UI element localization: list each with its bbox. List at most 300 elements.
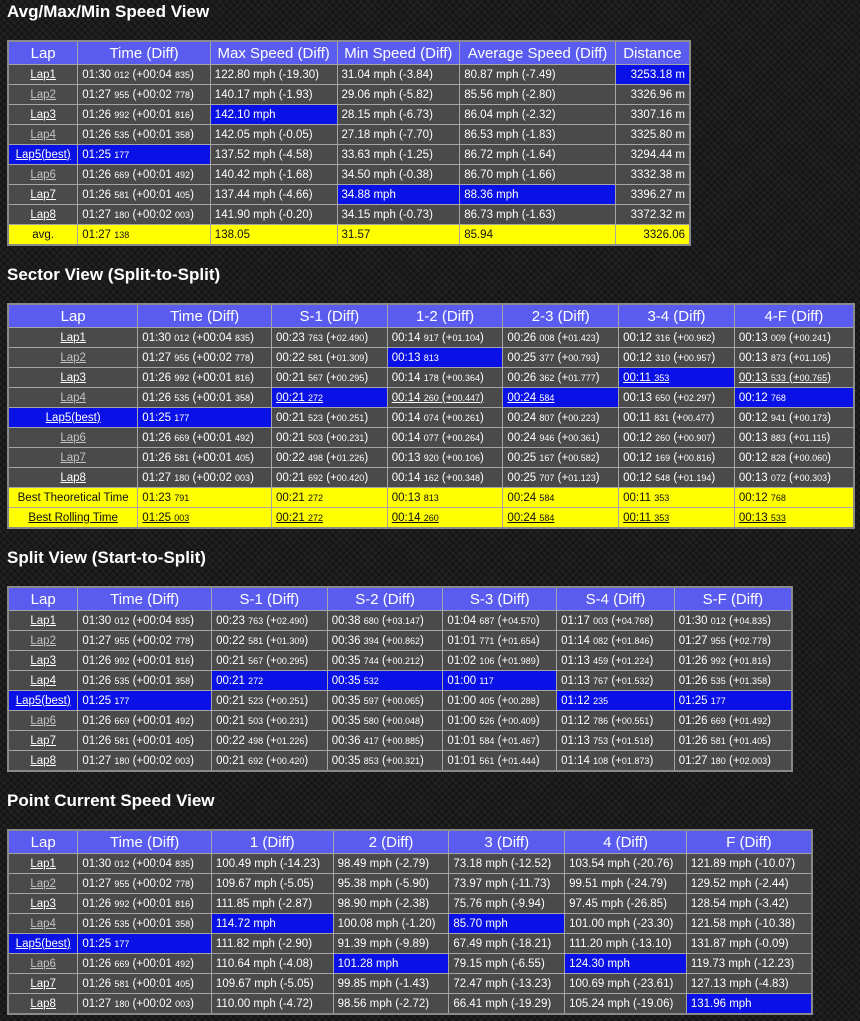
sector-col-4-f-diff: 4-F (Diff)	[734, 304, 854, 328]
sector-cell-c2: 00:14 260 (+00.447)	[387, 388, 503, 408]
point-cell-c1: 110.64 mph (-4.08)	[211, 954, 333, 974]
sector-cell-c5: 00:13 883 (+01.115)	[734, 428, 854, 448]
sector-cell-c4: 00:12 548 (+01.194)	[619, 468, 735, 488]
sector-cell-c4: 00:12 316 (+00.962)	[619, 328, 735, 348]
split-cell-c3: 01:01 561 (+01.444)	[443, 751, 557, 772]
lap-link-lap1[interactable]: Lap1	[30, 614, 56, 627]
sector-cell-c2: 00:13 813	[387, 348, 503, 368]
speed-lap-cell	[8, 205, 78, 225]
point-cell-c4: 100.69 mph (-23.61)	[565, 974, 687, 994]
sector-col-2-3-diff: 2-3 (Diff)	[503, 304, 619, 328]
lap-link-lap8[interactable]: Lap8	[30, 997, 56, 1010]
split-col-s-2-diff: S-2 (Diff)	[327, 587, 443, 611]
sector-lap-cell	[8, 368, 138, 388]
split-col-time-diff: Time (Diff)	[78, 587, 212, 611]
sector-header-row	[8, 304, 854, 328]
split-cell-time: 01:27 180 (+00:02 003)	[78, 751, 212, 772]
split-cell-c3: 01:04 687 (+04.570)	[443, 611, 557, 631]
point-lap-cell	[8, 914, 78, 934]
sector-cell-c3: 00:25 377 (+00.793)	[503, 348, 619, 368]
sector-cell-time: 01:25 003	[138, 508, 272, 529]
speed-cell-min: 28.15 mph (-6.73)	[337, 105, 460, 125]
speed-cell-dist: 3294.44 m	[615, 145, 690, 165]
lap-link-lap5-best[interactable]: Lap5(best)	[15, 148, 71, 161]
speed-lap-cell	[8, 145, 78, 165]
point-lap-cell	[8, 854, 78, 874]
point-cell-time: 01:26 535 (+00:01 358)	[78, 914, 212, 934]
speed-col-average-speed-diff: Average Speed (Diff)	[460, 41, 616, 65]
speed-col-min-speed-diff: Min Speed (Diff)	[337, 41, 460, 65]
sector-cell-c1: 00:21 523 (+00.251)	[272, 408, 388, 428]
sector-cell-c1: 00:21 272	[272, 508, 388, 529]
lap-link-best-rolling-time[interactable]: Best Rolling Time	[28, 511, 118, 524]
point-row-lap4	[8, 914, 812, 934]
split-row-lap1	[8, 611, 792, 631]
sector-cell-c4: 00:11 353	[619, 488, 735, 508]
point-cell-c4: 111.20 mph (-13.10)	[565, 934, 687, 954]
point-cell-c2: 98.49 mph (-2.79)	[333, 854, 449, 874]
point-cell-c1: 114.72 mph	[211, 914, 333, 934]
speed-row-avg	[8, 225, 690, 246]
split-cell-c2: 00:35 532	[327, 671, 443, 691]
split-cell-c2: 00:35 853 (+00.321)	[327, 751, 443, 772]
sector-cell-c4: 00:12 260 (+00.907)	[619, 428, 735, 448]
lap-link-lap8[interactable]: Lap8	[30, 208, 56, 221]
split-cell-time: 01:25 177	[78, 691, 212, 711]
split-cell-c1: 00:23 763 (+02.490)	[212, 611, 328, 631]
point-row-lap5-best	[8, 934, 812, 954]
split-cell-c1: 00:21 503 (+00.231)	[212, 711, 328, 731]
lap-link-lap8[interactable]: Lap8	[30, 754, 56, 767]
split-cell-c5: 01:27 180 (+02.003)	[674, 751, 792, 772]
split-cell-c1: 00:22 581 (+01.309)	[212, 631, 328, 651]
speed-row-lap4	[8, 125, 690, 145]
split-header-row	[8, 587, 792, 611]
split-cell-c2: 00:35 744 (+00.212)	[327, 651, 443, 671]
split-row-lap4	[8, 671, 792, 691]
point-cell-time: 01:30 012 (+00:04 835)	[78, 854, 212, 874]
speed-cell-avg: 86.73 mph (-1.63)	[460, 205, 616, 225]
split-row-lap2	[8, 631, 792, 651]
sector-cell-c3: 00:24 584	[503, 508, 619, 529]
split-cell-c1: 00:21 567 (+00.295)	[212, 651, 328, 671]
sector-cell-c2: 00:14 260	[387, 508, 503, 529]
sector-cell-c4: 00:12 310 (+00.957)	[619, 348, 735, 368]
speed-cell-dist: 3253.18 m	[615, 65, 690, 85]
split-row-lap5-best	[8, 691, 792, 711]
split-cell-c4: 01:13 767 (+01.532)	[557, 671, 675, 691]
split-cell-c3: 01:01 771 (+01.654)	[443, 631, 557, 651]
sector-cell-time: 01:30 012 (+00:04 835)	[138, 328, 272, 348]
point-cell-c5: 128.54 mph (-3.42)	[686, 894, 812, 914]
split-cell-time: 01:27 955 (+00:02 778)	[78, 631, 212, 651]
split-row-lap7	[8, 731, 792, 751]
speed-cell-max: 137.44 mph (-4.66)	[210, 185, 337, 205]
sector-cell-c5: 00:12 768	[734, 488, 854, 508]
speed-cell-avg: 80.87 mph (-7.49)	[460, 65, 616, 85]
split-cell-c4: 01:12 786 (+00.551)	[557, 711, 675, 731]
sector-cell-c5: 00:13 009 (+00.241)	[734, 328, 854, 348]
sector-cell-c1: 00:22 498 (+01.226)	[272, 448, 388, 468]
speed-cell-time: 01:27 955 (+00:02 778)	[78, 85, 211, 105]
point-cell-time: 01:27 955 (+00:02 778)	[78, 874, 212, 894]
point-lap-cell	[8, 954, 78, 974]
speed-cell-dist: 3307.16 m	[615, 105, 690, 125]
sector-row-lap7	[8, 448, 854, 468]
split-view-title: Split View (Start-to-Split)	[7, 548, 206, 567]
split-cell-c1: 00:22 498 (+01.226)	[212, 731, 328, 751]
speed-cell-time: 01:25 177	[78, 145, 211, 165]
split-cell-c5: 01:26 669 (+01.492)	[674, 711, 792, 731]
sector-cell-c2: 00:14 178 (+00.364)	[387, 368, 503, 388]
sector-cell-c3: 00:26 008 (+01.423)	[503, 328, 619, 348]
point-cell-time: 01:26 581 (+00:01 405)	[78, 974, 212, 994]
speed-cell-time: 01:26 581 (+00:01 405)	[78, 185, 211, 205]
split-cell-time: 01:26 535 (+00:01 358)	[78, 671, 212, 691]
speed-cell-max: 141.90 mph (-0.20)	[210, 205, 337, 225]
point-table	[7, 829, 813, 1015]
speed-lap-cell	[8, 65, 78, 85]
sector-cell-c3: 00:24 584	[503, 488, 619, 508]
speed-lap-cell	[8, 105, 78, 125]
sector-cell-c5: 00:12 828 (+00.060)	[734, 448, 854, 468]
point-col-1-diff: 1 (Diff)	[211, 830, 333, 854]
lap-link-lap4[interactable]: Lap4	[30, 128, 56, 141]
sector-cell-c2: 00:14 162 (+00.348)	[387, 468, 503, 488]
sector-cell-c2: 00:13 920 (+00.106)	[387, 448, 503, 468]
sector-cell-c4: 00:11 831 (+00.477)	[619, 408, 735, 428]
lap-link-lap2[interactable]: Lap2	[30, 88, 56, 101]
split-lap-cell	[8, 751, 78, 772]
split-cell-c5: 01:25 177	[674, 691, 792, 711]
point-cell-c5: 119.73 mph (-12.23)	[686, 954, 812, 974]
point-cell-c4: 124.30 mph	[565, 954, 687, 974]
sector-cell-c3: 00:25 167 (+00.582)	[503, 448, 619, 468]
point-cell-time: 01:26 992 (+00:01 816)	[78, 894, 212, 914]
speed-cell-max: 140.42 mph (-1.68)	[210, 165, 337, 185]
point-cell-time: 01:26 669 (+00:01 492)	[78, 954, 212, 974]
split-col-s-1-diff: S-1 (Diff)	[212, 587, 328, 611]
lap-link-lap4[interactable]: Lap4	[30, 917, 56, 930]
point-col-3-diff: 3 (Diff)	[449, 830, 565, 854]
sector-view-title: Sector View (Split-to-Split)	[7, 265, 221, 284]
sector-row-lap4	[8, 388, 854, 408]
point-col-f-diff: F (Diff)	[686, 830, 812, 854]
sector-table	[7, 303, 855, 529]
point-cell-c4: 97.45 mph (-26.85)	[565, 894, 687, 914]
point-view-title: Point Current Speed View	[7, 791, 215, 810]
point-cell-c4: 99.51 mph (-24.79)	[565, 874, 687, 894]
sector-cell-c3: 00:25 707 (+01.123)	[503, 468, 619, 488]
speed-cell-max: 142.10 mph	[210, 105, 337, 125]
speed-table	[7, 40, 691, 246]
point-cell-c3: 66.41 mph (-19.29)	[449, 994, 565, 1015]
split-cell-c4: 01:12 235	[557, 691, 675, 711]
point-lap-cell	[8, 894, 78, 914]
speed-cell-max: 140.17 mph (-1.93)	[210, 85, 337, 105]
speed-cell-min: 29.06 mph (-5.82)	[337, 85, 460, 105]
split-cell-c5: 01:30 012 (+04.835)	[674, 611, 792, 631]
split-cell-time: 01:26 581 (+00:01 405)	[78, 731, 212, 751]
sector-cell-time: 01:26 581 (+00:01 405)	[138, 448, 272, 468]
point-cell-c3: 72.47 mph (-13.23)	[449, 974, 565, 994]
split-cell-c3: 01:00 526 (+00.409)	[443, 711, 557, 731]
speed-cell-time: 01:26 669 (+00:01 492)	[78, 165, 211, 185]
split-cell-c1: 00:21 272	[212, 671, 328, 691]
lap-link-lap1[interactable]: Lap1	[30, 68, 56, 81]
sector-row-lap3	[8, 368, 854, 388]
split-lap-cell	[8, 691, 78, 711]
lap-link-lap2[interactable]: Lap2	[30, 877, 56, 890]
lap-link-lap6[interactable]: Lap6	[60, 431, 86, 444]
lap-link-lap4[interactable]: Lap4	[60, 391, 86, 404]
split-cell-c1: 00:21 692 (+00.420)	[212, 751, 328, 772]
point-cell-c2: 99.85 mph (-1.43)	[333, 974, 449, 994]
point-cell-c2: 95.38 mph (-5.90)	[333, 874, 449, 894]
sector-cell-c5: 00:13 072 (+00.303)	[734, 468, 854, 488]
speed-header-row	[8, 41, 690, 65]
speed-view-title: Avg/Max/Min Speed View	[7, 2, 210, 21]
sector-cell-c1: 00:21 567 (+00.295)	[272, 368, 388, 388]
sector-cell-c3: 00:24 946 (+00.361)	[503, 428, 619, 448]
split-cell-time: 01:26 669 (+00:01 492)	[78, 711, 212, 731]
speed-cell-time: 01:27 138	[78, 225, 211, 246]
speed-cell-avg: 85.94	[460, 225, 616, 246]
sector-cell-c5: 00:13 533	[734, 508, 854, 529]
split-cell-c2: 00:36 417 (+00.885)	[327, 731, 443, 751]
speed-cell-avg: 86.53 mph (-1.83)	[460, 125, 616, 145]
speed-cell-time: 01:27 180 (+00:02 003)	[78, 205, 211, 225]
sector-cell-time: 01:26 669 (+00:01 492)	[138, 428, 272, 448]
sector-row-lap2	[8, 348, 854, 368]
speed-cell-avg: 86.04 mph (-2.32)	[460, 105, 616, 125]
split-cell-c1: 00:21 523 (+00.251)	[212, 691, 328, 711]
point-cell-c1: 111.82 mph (-2.90)	[211, 934, 333, 954]
speed-cell-min: 34.50 mph (-0.38)	[337, 165, 460, 185]
split-lap-cell	[8, 671, 78, 691]
sector-lap-cell	[8, 468, 138, 488]
split-cell-c5: 01:26 581 (+01.405)	[674, 731, 792, 751]
point-cell-c3: 73.97 mph (-11.73)	[449, 874, 565, 894]
sector-col-3-4-diff: 3-4 (Diff)	[619, 304, 735, 328]
speed-cell-dist: 3326.96 m	[615, 85, 690, 105]
sector-cell-time: 01:26 535 (+00:01 358)	[138, 388, 272, 408]
speed-cell-min: 31.04 mph (-3.84)	[337, 65, 460, 85]
speed-cell-dist: 3372.32 m	[615, 205, 690, 225]
sector-cell-time: 01:23 791	[138, 488, 272, 508]
point-cell-c5: 129.52 mph (-2.44)	[686, 874, 812, 894]
sector-row-lap6	[8, 428, 854, 448]
speed-col-time-diff: Time (Diff)	[78, 41, 211, 65]
lap-link-lap5-best[interactable]: Lap5(best)	[15, 694, 71, 707]
point-cell-c3: 67.49 mph (-18.21)	[449, 934, 565, 954]
sector-row-lap1	[8, 328, 854, 348]
split-lap-cell	[8, 631, 78, 651]
point-cell-c2: 100.08 mph (-1.20)	[333, 914, 449, 934]
speed-cell-avg: 85.56 mph (-2.80)	[460, 85, 616, 105]
sector-col-1-2-diff: 1-2 (Diff)	[387, 304, 503, 328]
split-row-lap8	[8, 751, 792, 772]
speed-col-distance: Distance	[615, 41, 690, 65]
speed-cell-min: 34.88 mph	[337, 185, 460, 205]
lap-link-lap4[interactable]: Lap4	[30, 674, 56, 687]
sector-col-s-1-diff: S-1 (Diff)	[272, 304, 388, 328]
speed-cell-max: 138.05	[210, 225, 337, 246]
sector-cell-c4: 00:11 353	[619, 508, 735, 529]
lap-link-lap7[interactable]: Lap7	[30, 977, 56, 990]
lap-link-lap7[interactable]: Lap7	[60, 451, 86, 464]
split-lap-cell	[8, 611, 78, 631]
point-cell-c3: 73.18 mph (-12.52)	[449, 854, 565, 874]
lap-link-lap6[interactable]: Lap6	[30, 957, 56, 970]
split-cell-c4: 01:17 003 (+04.768)	[557, 611, 675, 631]
point-cell-c4: 101.00 mph (-23.30)	[565, 914, 687, 934]
split-cell-c2: 00:35 580 (+00.048)	[327, 711, 443, 731]
speed-cell-min: 31.57	[337, 225, 460, 246]
split-col-s-f-diff: S-F (Diff)	[674, 587, 792, 611]
lap-link-lap5-best[interactable]: Lap5(best)	[45, 411, 101, 424]
split-cell-c3: 01:02 106 (+01.989)	[443, 651, 557, 671]
point-cell-c1: 111.85 mph (-2.87)	[211, 894, 333, 914]
point-lap-cell	[8, 874, 78, 894]
point-cell-time: 01:25 177	[78, 934, 212, 954]
split-lap-cell	[8, 651, 78, 671]
speed-row-lap3	[8, 105, 690, 125]
lap-link-lap6[interactable]: Lap6	[30, 168, 56, 181]
speed-lap-cell	[8, 185, 78, 205]
split-col-s-4-diff: S-4 (Diff)	[557, 587, 675, 611]
speed-row-lap1	[8, 65, 690, 85]
speed-row-lap6	[8, 165, 690, 185]
speed-cell-dist: 3325.80 m	[615, 125, 690, 145]
point-cell-c3: 75.76 mph (-9.94)	[449, 894, 565, 914]
sector-cell-c2: 00:14 074 (+00.261)	[387, 408, 503, 428]
sector-cell-time: 01:27 955 (+00:02 778)	[138, 348, 272, 368]
sector-cell-c4: 00:11 353	[619, 368, 735, 388]
point-header-row	[8, 830, 812, 854]
lap-link-lap6[interactable]: Lap6	[30, 714, 56, 727]
point-cell-c1: 109.67 mph (-5.05)	[211, 874, 333, 894]
speed-cell-avg: 86.70 mph (-1.66)	[460, 165, 616, 185]
point-col-2-diff: 2 (Diff)	[333, 830, 449, 854]
point-col-time-diff: Time (Diff)	[78, 830, 212, 854]
speed-col-max-speed-diff: Max Speed (Diff)	[210, 41, 337, 65]
speed-cell-max: 137.52 mph (-4.58)	[210, 145, 337, 165]
lap-link-lap3[interactable]: Lap3	[30, 108, 56, 121]
sector-lap-cell	[8, 388, 138, 408]
point-row-lap2	[8, 874, 812, 894]
speed-cell-avg: 88.36 mph	[460, 185, 616, 205]
point-col-4-diff: 4 (Diff)	[565, 830, 687, 854]
lap-link-lap3[interactable]: Lap3	[60, 371, 86, 384]
split-cell-c3: 01:00 405 (+00.288)	[443, 691, 557, 711]
speed-row-lap8	[8, 205, 690, 225]
speed-cell-time: 01:26 992 (+00:01 816)	[78, 105, 211, 125]
speed-lap-cell: avg.	[8, 225, 78, 246]
split-cell-c5: 01:27 955 (+02.778)	[674, 631, 792, 651]
sector-cell-time: 01:27 180 (+00:02 003)	[138, 468, 272, 488]
split-cell-c5: 01:26 992 (+01.816)	[674, 651, 792, 671]
speed-cell-time: 01:30 012 (+00:04 835)	[78, 65, 211, 85]
split-cell-c2: 00:36 394 (+00.862)	[327, 631, 443, 651]
sector-cell-c1: 00:22 581 (+01.309)	[272, 348, 388, 368]
speed-lap-cell	[8, 165, 78, 185]
lap-link-lap3[interactable]: Lap3	[30, 654, 56, 667]
lap-link-lap2[interactable]: Lap2	[30, 634, 56, 647]
speed-cell-avg: 86.72 mph (-1.64)	[460, 145, 616, 165]
sector-row-best-theoretical-time	[8, 488, 854, 508]
point-row-lap3	[8, 894, 812, 914]
sector-lap-cell	[8, 508, 138, 529]
speed-cell-max: 122.80 mph (-19.30)	[210, 65, 337, 85]
split-col-s-3-diff: S-3 (Diff)	[443, 587, 557, 611]
sector-cell-c5: 00:13 533 (+00.765)	[734, 368, 854, 388]
sector-cell-c5: 00:13 873 (+01.105)	[734, 348, 854, 368]
speed-cell-min: 34.15 mph (-0.73)	[337, 205, 460, 225]
sector-col-lap: Lap	[8, 304, 138, 328]
point-cell-c2: 101.28 mph	[333, 954, 449, 974]
split-table	[7, 586, 793, 772]
speed-lap-cell	[8, 125, 78, 145]
split-col-lap: Lap	[8, 587, 78, 611]
point-cell-c3: 79.15 mph (-6.55)	[449, 954, 565, 974]
sector-cell-c1: 00:23 763 (+02.490)	[272, 328, 388, 348]
lap-link-lap1[interactable]: Lap1	[60, 331, 86, 344]
point-row-lap7	[8, 974, 812, 994]
split-row-lap3	[8, 651, 792, 671]
sector-cell-c2: 00:14 077 (+00.264)	[387, 428, 503, 448]
point-cell-c2: 98.56 mph (-2.72)	[333, 994, 449, 1015]
sector-cell-c1: 00:21 272	[272, 488, 388, 508]
sector-lap-cell	[8, 348, 138, 368]
sector-lap-cell	[8, 448, 138, 468]
lap-link-lap3[interactable]: Lap3	[30, 897, 56, 910]
speed-lap-cell	[8, 85, 78, 105]
sector-cell-c4: 00:13 650 (+02.297)	[619, 388, 735, 408]
sector-lap-cell	[8, 428, 138, 448]
lap-link-lap5-best[interactable]: Lap5(best)	[15, 937, 71, 950]
point-cell-c1: 110.00 mph (-4.72)	[211, 994, 333, 1015]
split-cell-time: 01:30 012 (+00:04 835)	[78, 611, 212, 631]
sector-cell-c1: 00:21 692 (+00.420)	[272, 468, 388, 488]
speed-cell-dist: 3396.27 m	[615, 185, 690, 205]
point-lap-cell	[8, 974, 78, 994]
point-row-lap1	[8, 854, 812, 874]
lap-link-lap7[interactable]: Lap7	[30, 734, 56, 747]
sector-cell-c4: 00:12 169 (+00.816)	[619, 448, 735, 468]
point-cell-c4: 105.24 mph (-19.06)	[565, 994, 687, 1015]
sector-cell-c5: 00:12 941 (+00.173)	[734, 408, 854, 428]
point-cell-c2: 91.39 mph (-9.89)	[333, 934, 449, 954]
point-cell-c5: 127.13 mph (-4.83)	[686, 974, 812, 994]
speed-cell-min: 33.63 mph (-1.25)	[337, 145, 460, 165]
split-cell-time: 01:26 992 (+00:01 816)	[78, 651, 212, 671]
speed-col-lap: Lap	[8, 41, 78, 65]
split-cell-c3: 01:01 584 (+01.467)	[443, 731, 557, 751]
speed-cell-time: 01:26 535 (+00:01 358)	[78, 125, 211, 145]
point-cell-c4: 103.54 mph (-20.76)	[565, 854, 687, 874]
point-cell-c5: 131.96 mph	[686, 994, 812, 1015]
sector-cell-c5: 00:12 768	[734, 388, 854, 408]
point-row-lap8	[8, 994, 812, 1015]
point-cell-c5: 121.89 mph (-10.07)	[686, 854, 812, 874]
split-cell-c2: 00:35 597 (+00.065)	[327, 691, 443, 711]
sector-lap-cell	[8, 328, 138, 348]
lap-link-lap8[interactable]: Lap8	[60, 471, 86, 484]
lap-link-lap1[interactable]: Lap1	[30, 857, 56, 870]
lap-link-lap7[interactable]: Lap7	[30, 188, 56, 201]
lap-link-lap2[interactable]: Lap2	[60, 351, 86, 364]
